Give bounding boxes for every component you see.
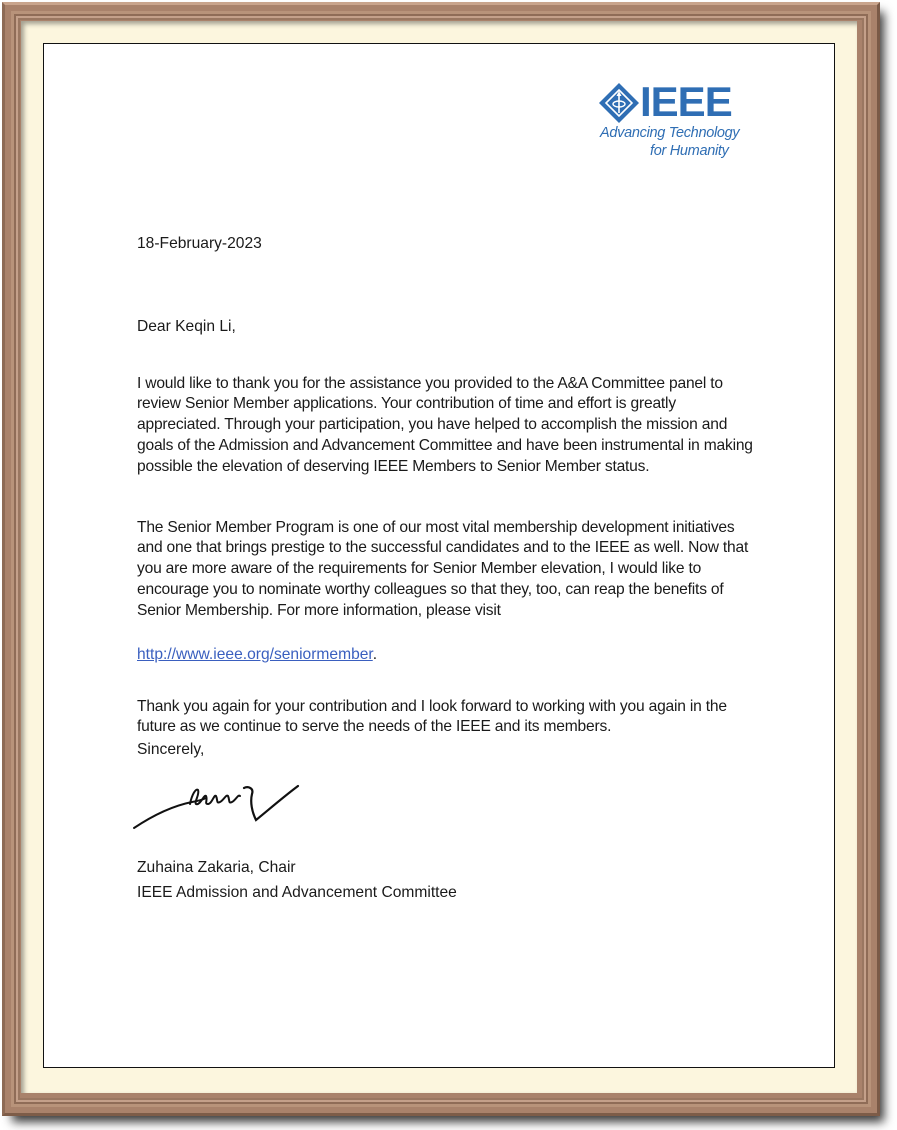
signer-name: Zuhaina Zakaria, Chair [137,859,296,876]
letter-date: 18-February-2023 [137,235,262,252]
body-paragraph-2: The Senior Member Program is one of our most vital membership development initiatives and one that brings prestige to the successful candidates and to the IEEE as well. Now that you are more aware of the requirements for Senior Member elevation, I would like to encourage you to nominate worthy colleagues so that they, too, can reap the benefits of Senior Membership. For more information, please visit [137,518,749,619]
logo-tagline-line1: Advancing Technology [600,125,740,141]
link-line [137,646,377,664]
ieee-logo [598,80,748,162]
ieee-diamond-icon [598,82,640,124]
logo-wordmark: IEEE [640,78,732,125]
letter-salutation: Dear Keqin Li, [137,318,236,335]
senior-member-link[interactable]: http://www.ieee.org/seniormember [137,646,373,663]
body-paragraph-3: Thank you again for your contribution and I look forward to working with you again in the future as we continue to serve the needs of the IEEE and its members. [137,697,727,736]
logo-tagline-line2: for Humanity [650,143,729,159]
link-trailing-period: . [372,646,378,663]
handwritten-signature [132,780,304,832]
signer-organization: IEEE Admission and Advancement Committee [137,884,457,901]
body-paragraph-1: I would like to thank you for the assistance you provided to the A&A Committee panel to review Senior Member applications. Your contribution of time and effort is greatly appreciated. Through your participation, you have helped to accomplish the mission and goals of the Admission and Advancement Committee and have been instrumental in making possible the elevation of deserving IEEE Members to Senior Member status. [137,374,753,475]
letter-closing: Sincerely, [137,741,205,758]
